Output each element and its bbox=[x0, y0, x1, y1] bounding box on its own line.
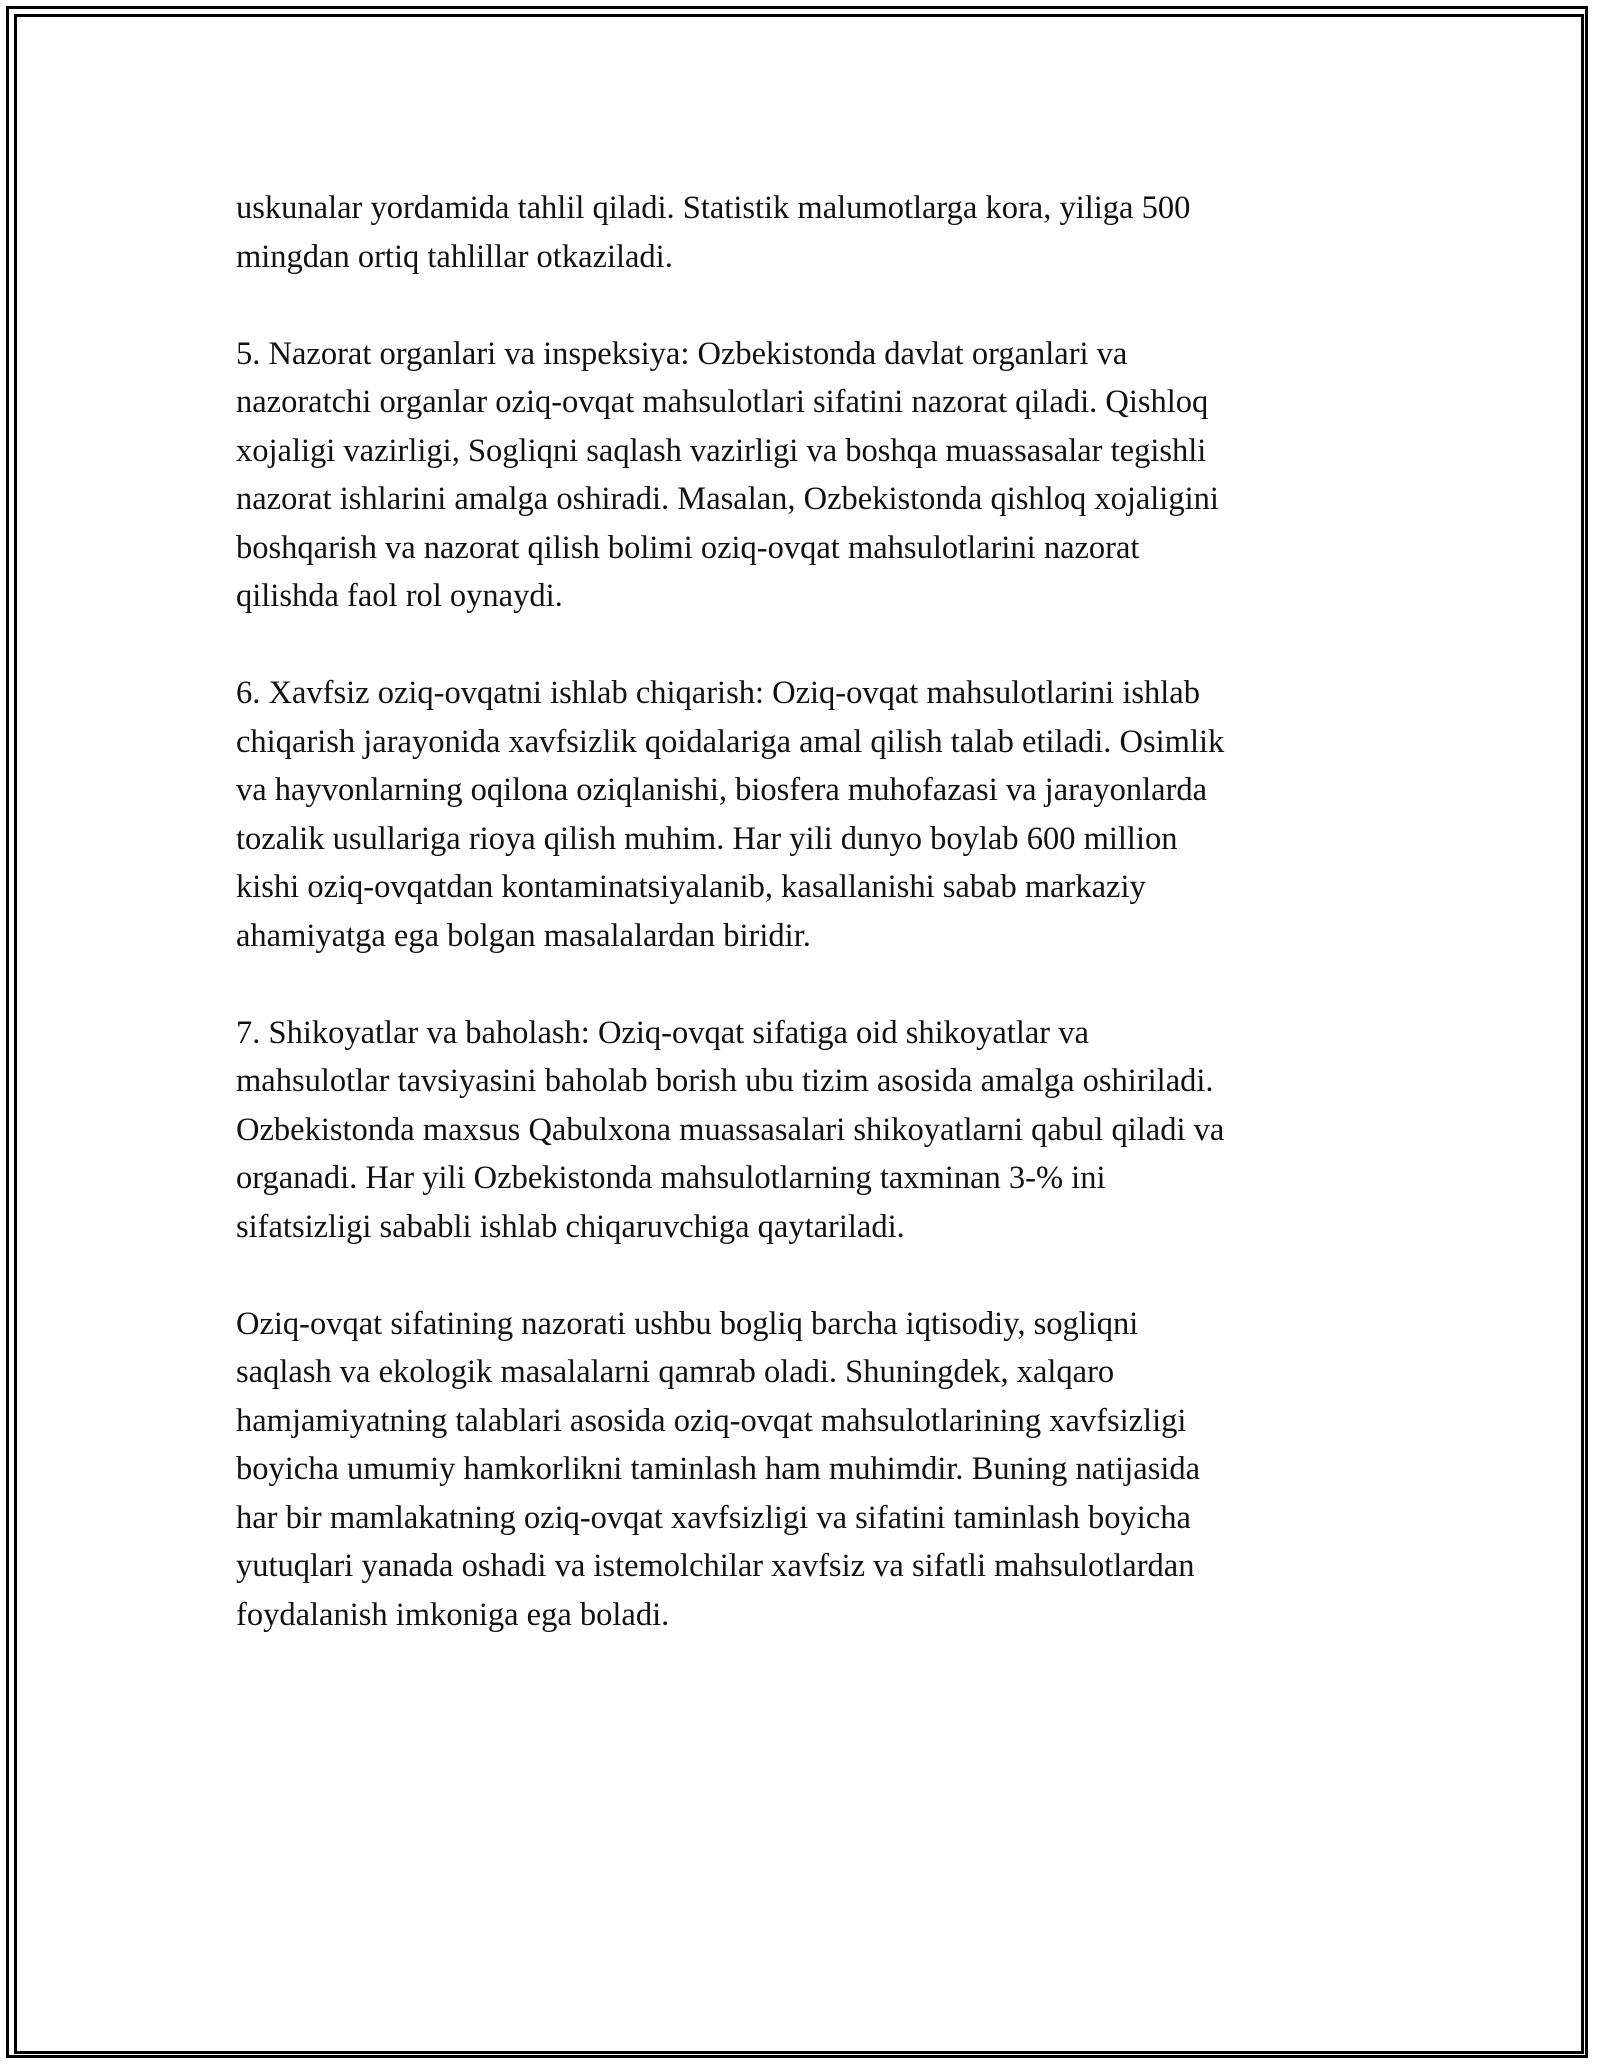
paragraph-section-7: 7. Shikoyatlar va baholash: Oziq-ovqat sifatiga oid shikoyatlar va mahsulotlar tavsiyasini baholab borish ubu tizim asosida amalga oshiriladi. Ozbekistonda maxsus Qabulxona muassasalari shikoyatlarni qabul qiladi va organadi. Har yili Ozbekistonda mahsulotlarning taxminan 3-% ini sifatsizligi sababli ishlab chiqaruvchiga qaytariladi. bbox=[236, 1014, 1225, 1245]
paragraph-continuation: uskunalar yordamida tahlil qiladi. Statistik malumotlarga kora, yiliga 500 mingdan ortiq tahlillar otkaziladi. bbox=[236, 190, 1191, 275]
paragraph-section-5: 5. Nazorat organlari va inspeksiya: Ozbekistonda davlat organlari va nazoratchi organlar oziq-ovqat mahsulotlari sifatini nazorat qiladi. Qishloq xojaligi vazirligi, Sogliqni saqlash vazirligi va boshqa muassasalar tegishli nazorat ishlarini amalga oshiradi. Masalan, Ozbekistonda qishloq xojaligini boshqarish va nazorat qilish bolimi oziq-ovqat mahsulotlarini nazorat qilishda faol rol oynaydi. bbox=[236, 335, 1219, 614]
document-body bbox=[236, 184, 1366, 1688]
paragraph-conclusion: Oziq-ovqat sifatining nazorati ushbu bogliq barcha iqtisodiy, sogliqni saqlash va ekologik masalalarni qamrab oladi. Shuningdek, xalqaro hamjamiyatning talablari asosida oziq-ovqat mahsulotlarining xavfsizligi boyicha umumiy hamkorlikni taminlash ham muhimdir. Buning natijasida har bir mamlakatning oziq-ovqat xavfsizligi va sifatini taminlash boyicha yutuqlari yanada oshadi va istemolchilar xavfsiz va sifatli mahsulotlardan foydalanish imkoniga ega boladi. bbox=[236, 1305, 1201, 1633]
paragraph-section-6: 6. Xavfsiz oziq-ovqatni ishlab chiqarish: Oziq-ovqat mahsulotlarini ishlab chiqarish jarayonida xavfsizlik qoidalariga amal qilish talab etiladi. Osimlik va hayvonlarning oqilona oziqlanishi, biosfera muhofazasi va jarayonlarda tozalik usullariga rioya qilish muhim. Har yili dunyo boylab 600 million kishi oziq-ovqatdan kontaminatsiyalanib, kasallanishi sabab markaziy ahamiyatga ega bolgan masalalardan biridir. bbox=[236, 675, 1225, 954]
